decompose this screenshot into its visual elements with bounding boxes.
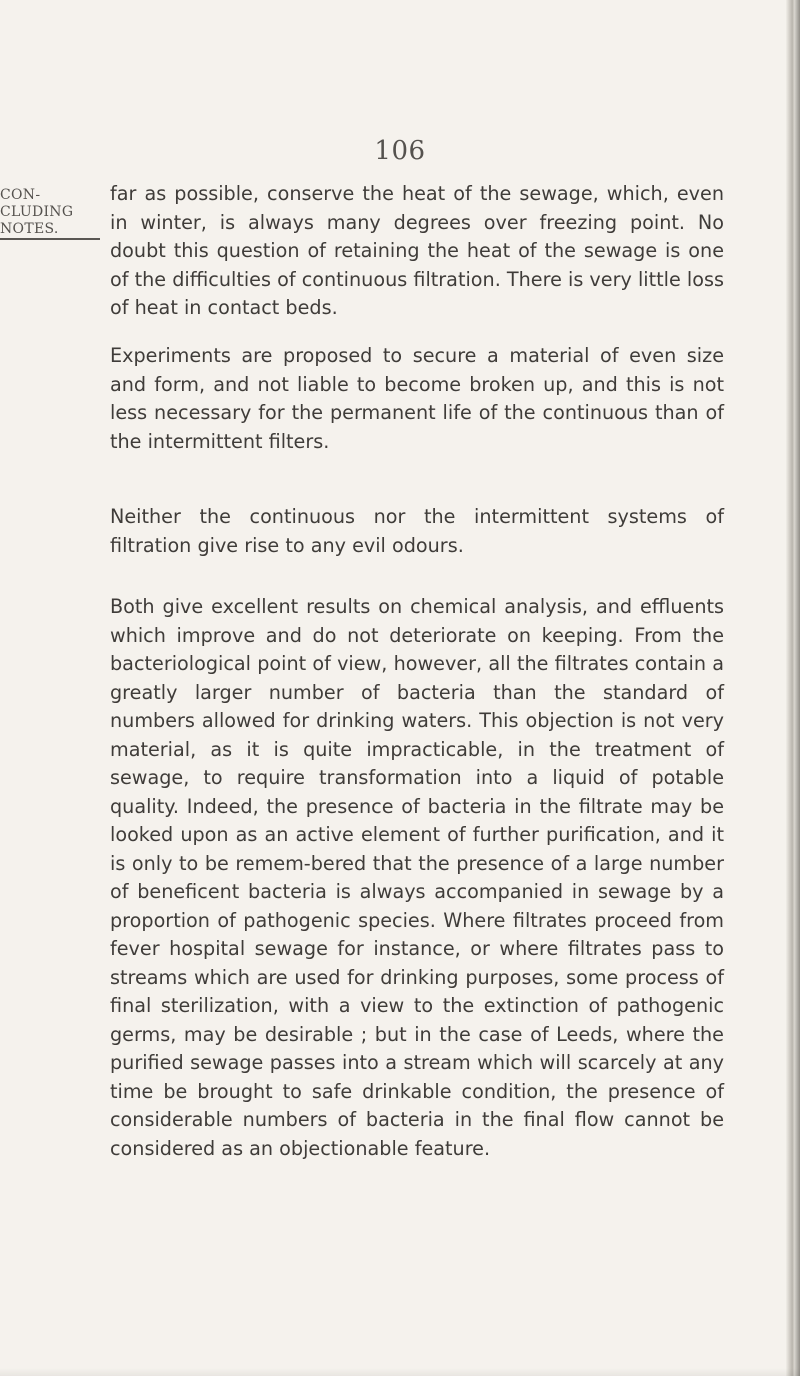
paragraph: Experiments are proposed to secure a material of even size and form, and not liable to become broken up, and this is not less necessary for the permanent life of the continuous than of the intermittent filters. bbox=[110, 344, 724, 453]
page-edge-shadow bbox=[786, 0, 800, 1376]
page-number: 106 bbox=[374, 136, 426, 166]
marginal-note-line: NOTES. bbox=[0, 221, 59, 237]
marginal-note-rule bbox=[0, 238, 100, 240]
paragraph: far as possible, conserve the heat of the sewage, which, even in winter, is always many degrees over freezing point. No doubt this question of retaining the heat of the sewage is one of the difficulties of continuous filtration. There is very little loss of heat in contact beds. bbox=[110, 182, 724, 319]
marginal-note-line: CON- bbox=[0, 187, 41, 203]
paragraph: Both give excellent results on chemical analysis, and effluents which improve and do not deteriorate on keeping. From the bacteriological point of view, however, all the filtrates contain a greatly larger number of bacteria than the standard of numbers allowed for drinking waters. This objection is not very material, as it is quite impracticable, in the treatment of sewage, to require transformation into a liquid of potable quality. Indeed, the presence of bacteria in the filtrate may be looked upon as an active element of further purification, and it is only to be remem-bered that the presence of a large number of beneficent bacteria is always accompanied in sewage by a proportion of pathogenic species. Where filtrates proceed from fever hospital sewage for instance, or where filtrates pass to streams which are used for drinking purposes, some process of final sterilization, with a view to the extinction of pathogenic germs, may be desirable ; but in the case of Leeds, where the purified sewage passes into a stream which will scarcely at any time be brought to safe drinkable condition, the presence of considerable numbers of bacteria in the final flow cannot be considered as an objectionable feature. bbox=[110, 595, 724, 1160]
paragraph: Neither the continuous nor the intermittent systems of filtration give rise to any evil odours. bbox=[110, 505, 724, 557]
marginal-note-line: CLUDING bbox=[0, 204, 74, 220]
page-bottom-shade bbox=[0, 1368, 800, 1376]
marginal-note bbox=[0, 187, 92, 238]
